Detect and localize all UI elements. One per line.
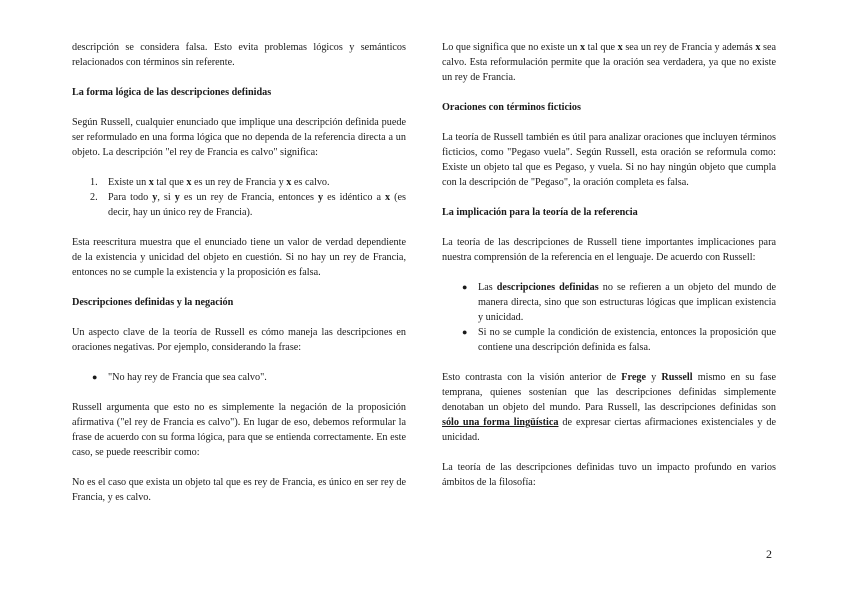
list-number: 2. (90, 192, 98, 203)
bullet-icon: ● (92, 372, 98, 382)
list-item: 2. Para todo y, si y es un rey de Francia, entonces y es idéntico a x (es decir, hay un único rey de Francia). (90, 192, 407, 218)
section-heading: La forma lógica de las descripciones definidas (72, 87, 272, 98)
list-number: 1. (90, 177, 98, 188)
paragraph: descripción se considera falsa. Esto evita problemas lógicos y semánticos relacionados con términos sin referente. (72, 42, 406, 68)
paragraph: La teoría de las descripciones definidas tuvo un impacto profundo en varios ámbitos de la filosofía: (442, 462, 776, 488)
bullet-list (442, 280, 776, 355)
left-column (72, 40, 406, 520)
bullet-icon: ● (462, 282, 468, 292)
numbered-list (72, 175, 406, 220)
page-number: 2 (766, 547, 772, 561)
paragraph: Un aspecto clave de la teoría de Russell es cómo maneja las descripciones en oraciones negativas. Por ejemplo, considerando la frase: (72, 327, 406, 353)
paragraph: Russell argumenta que esto no es simplemente la negación de la proposición afirmativa ("el rey de Francia es calvo"). En lugar de eso, debemos reformular la frase de acuerdo con su forma lógica, para que se entienda correctamente. En este caso, se puede reescribir como: (72, 402, 406, 458)
section-heading: Descripciones definidas y la negación (72, 297, 234, 308)
list-item: ● Si no se cumple la condición de existencia, entonces la proposición que contiene una descripción definida es falsa. (462, 327, 776, 353)
section-heading: Oraciones con términos ficticios (442, 102, 581, 113)
bullet-list (72, 370, 406, 385)
paragraph: La teoría de Russell también es útil para analizar oraciones que incluyen términos ficticios, como "Pegaso vuela". Según Russell, esta oración se reformula como: Existe un objeto tal que es Pegaso, y vuela. Si no hay ningún objeto que cumpla con la descripción de "Pegaso", la oración completa es falsa. (442, 132, 776, 188)
paragraph: Lo que significa que no existe un x tal que x sea un rey de Francia y además x sea calvo. Esta reformulación permite que la oración sea verdadera, ya que no existe un rey de Francia. (442, 42, 776, 83)
section-heading: La implicación para la teoría de la referencia (442, 207, 638, 218)
list-item: ● "No hay rey de Francia que sea calvo". (92, 372, 267, 383)
paragraph: Esto contrasta con la visión anterior de Frege y Russell mismo en su fase temprana, quienes sostenían que las descripciones definidas simplemente denotaban un objeto del mundo. Para Russell, las descripciones definidas son sólo una forma lingüística de expresar ciertas afirmaciones existenciales y de unicidad. (442, 372, 777, 443)
list-item: ● Las descripciones definidas no se refieren a un objeto del mundo de manera directa, sino que son estructuras lógicas que implican existencia y unicidad. (462, 282, 777, 323)
bullet-icon: ● (462, 327, 468, 337)
paragraph: La teoría de las descripciones de Russell tiene importantes implicaciones para nuestra comprensión de la referencia en el lenguaje. De acuerdo con Russell: (442, 237, 776, 263)
paragraph: Según Russell, cualquier enunciado que implique una descripción definida puede ser reformulado en una forma lógica que no dependa de la referencia directa a un objeto. La descripción "el rey de Francia es calvo" significa: (72, 117, 406, 158)
paragraph: No es el caso que exista un objeto tal que es rey de Francia, es único en ser rey de Francia, y es calvo. (72, 477, 406, 503)
right-column (442, 40, 776, 505)
paragraph: Esta reescritura muestra que el enunciado tiene un valor de verdad dependiente de la existencia y unicidad del objeto en cuestión. Si no hay un rey de Francia, entonces no se cumple la existencia y la proposición es falsa. (72, 237, 406, 278)
list-item: 1. Existe un x tal que x es un rey de Francia y x es calvo. (90, 177, 330, 188)
